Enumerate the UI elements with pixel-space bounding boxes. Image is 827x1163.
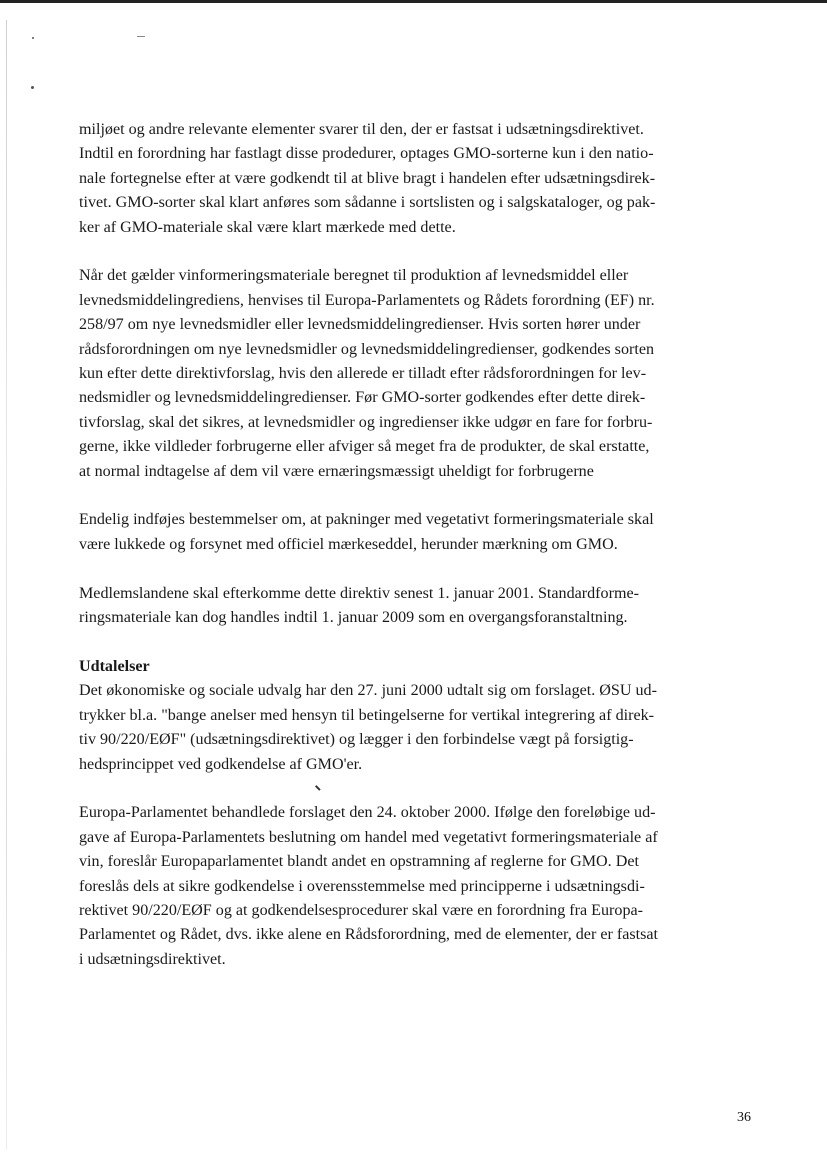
text-line: gerne, ikke vildleder forbrugerne eller afviger så meget fra de produkter, de skal erstatte, xyxy=(79,438,650,456)
text-line: nedsmidler og levnedsmiddelingredienser. Før GMO-sorter godkendes efter dette direk- xyxy=(79,389,646,407)
text-line: Endelig indføjes bestemmelser om, at pakninger med vegetativt formeringsmateriale skal xyxy=(79,511,654,529)
text-line: ringsmateriale kan dog handles indtil 1. januar 2009 som en overgangsforanstaltning. xyxy=(79,609,628,627)
text-line: Parlamentet og Rådet, dvs. ikke alene en Rådsforordning, med de elementer, der er fastsat xyxy=(79,926,658,944)
text-line: miljøet og andre relevante elementer svarer til den, der er fastsat i udsætningsdirektivet. xyxy=(79,121,644,138)
text-line: rådsforordningen om nye levnedsmidler og levnedsmiddelingredienser, godkendes sorten xyxy=(79,340,655,358)
section-heading: Udtalelser xyxy=(79,657,150,675)
text-line: Europa-Parlamentet behandlede forslaget den 24. oktober 2000. Ifølge den foreløbige ud- xyxy=(79,804,656,822)
text-line: Når det gælder vinformeringsmateriale beregnet til produktion af levnedsmiddel eller xyxy=(79,267,629,285)
scan-speck xyxy=(31,86,34,89)
section-udtalelser xyxy=(79,655,755,972)
text-line: trykker bl.a. "bange anelser med hensyn til betingelserne for vertikal integrering af direk- xyxy=(79,706,654,724)
text-line: levnedsmiddelingrediens, henvises til Europa-Parlamentets og Rådets forordning (EF) nr. xyxy=(79,291,655,309)
paragraph-4 xyxy=(79,582,755,631)
text-line: tiv 90/220/EØF" (udsætningsdirektivet) og lægger i den forbindelse vægt på forsigtig- xyxy=(79,731,634,749)
text-line: at normal indtagelse af dem vil være ernæringsmæssigt uheldigt for forbrugerne xyxy=(79,462,594,480)
text-line: ker af GMO-materiale skal være klart mærkede med dette. xyxy=(79,218,456,236)
text-line: vin, foreslår Europaparlamentet blandt andet en opstramning af reglerne for GMO. Det xyxy=(79,853,639,871)
scan-speck xyxy=(32,37,34,39)
text-line: 258/97 om nye levnedsmidler eller levnedsmiddelingredienser. Hvis sorten hører under xyxy=(79,316,641,334)
scan-edge xyxy=(6,20,7,1150)
paragraph-2 xyxy=(79,264,755,484)
paragraph-3 xyxy=(79,508,755,557)
text-line: Indtil en forordning har fastlagt disse prodedurer, optages GMO-sorterne kun i den natio- xyxy=(79,145,654,163)
text-line: tivforslag, skal det sikres, at levnedsmidler og ingredienser ikke udgør en fare for forbru- xyxy=(79,413,653,431)
text-line: Det økonomiske og sociale udvalg har den 27. juni 2000 udtalt sig om forslaget. ØSU ud- xyxy=(79,682,657,700)
paragraph-5 xyxy=(79,679,755,777)
document-body xyxy=(79,118,755,997)
text-line: nale fortegnelse efter at være godkendt til at blive bragt i handelen efter udsætningsdirek- xyxy=(79,169,656,187)
text-line: rektivet 90/220/EØF og at godkendelsesprocedurer skal være en forordning fra Europa- xyxy=(79,901,644,919)
page-number: 36 xyxy=(737,1110,751,1125)
text-line: hedsprincippet ved godkendelse af GMO'er. xyxy=(79,755,363,773)
text-line: i udsætningsdirektivet. xyxy=(79,950,226,968)
text-line: kun efter dette direktivforslag, hvis den allerede er tilladt efter rådsforordningen for lev- xyxy=(79,365,647,383)
text-line: Medlemslandene skal efterkomme dette direktiv senest 1. januar 2001. Standardforme- xyxy=(79,584,639,602)
paragraph-6 xyxy=(79,801,755,972)
text-line: gave af Europa-Parlamentets beslutning om handel med vegetativt formeringsmateriale af xyxy=(79,828,658,846)
text-line: tivet. GMO-sorter skal klart anføres som sådanne i sortslisten og i salgskataloger, og pak- xyxy=(79,194,656,212)
paragraph-1 xyxy=(79,118,755,240)
text-line: være lukkede og forsynet med officiel mærkeseddel, herunder mærkning om GMO. xyxy=(79,535,618,553)
text-line: foreslås dels at sikre godkendelse i overensstemmelse med principperne i udsætningsdi- xyxy=(79,877,645,895)
top-border xyxy=(0,0,827,3)
scan-speck xyxy=(137,36,145,37)
